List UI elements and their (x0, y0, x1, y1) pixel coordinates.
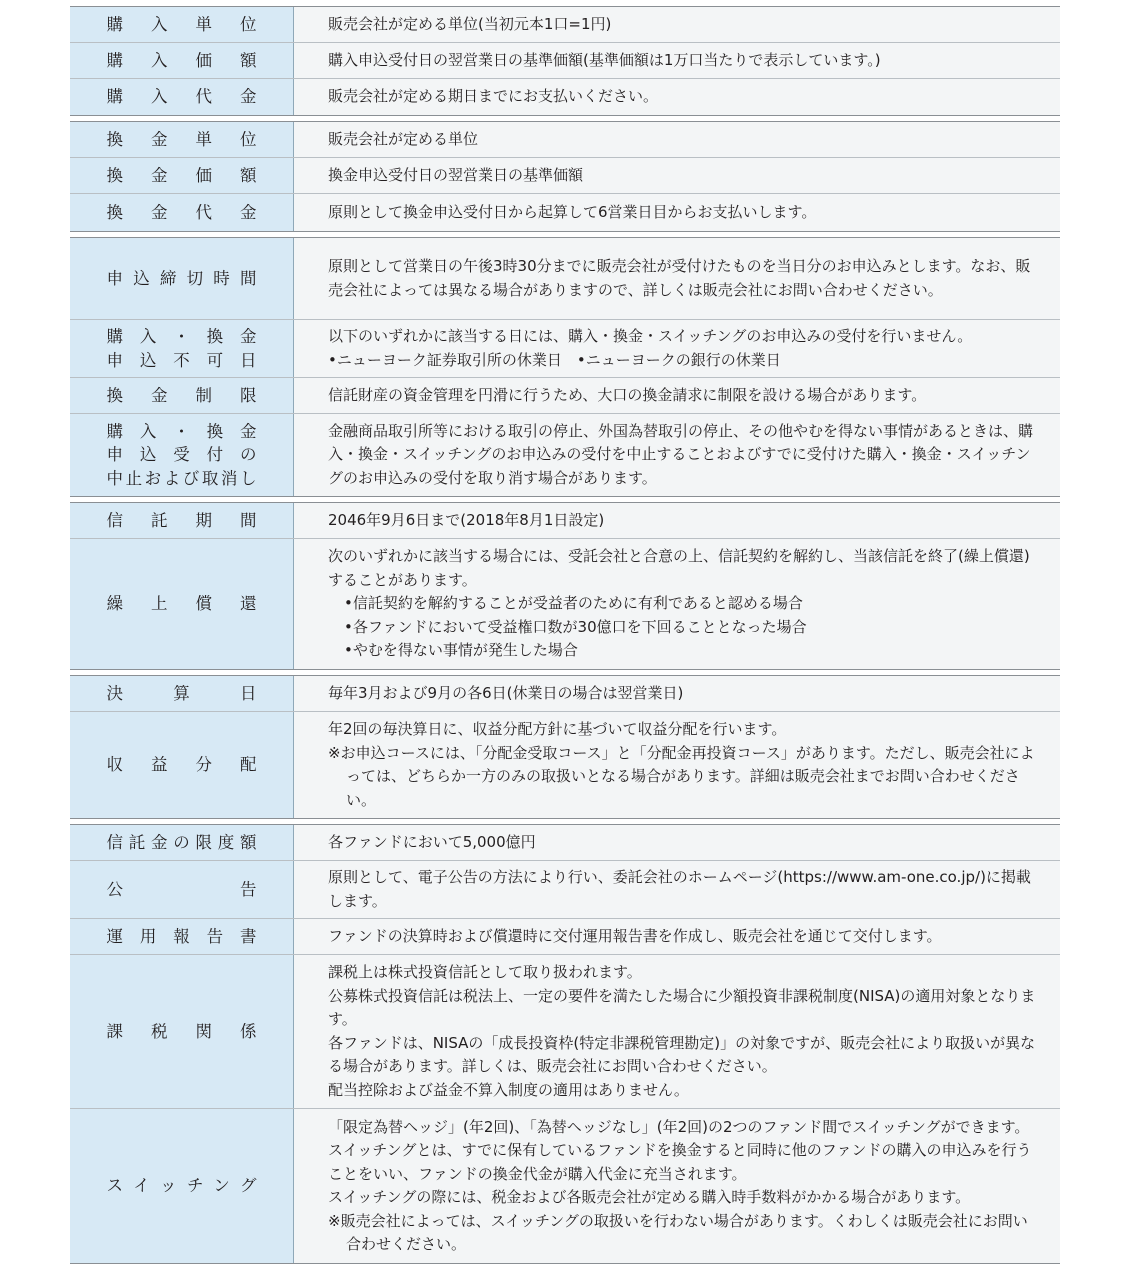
table-row (70, 1109, 1060, 1263)
row-label-line: 収益分配 (106, 755, 257, 775)
row-label (70, 158, 294, 193)
row-label (70, 79, 294, 115)
row-group (70, 675, 1060, 819)
row-label-line: 申込締切時間 (106, 268, 257, 288)
row-value (294, 122, 1060, 157)
row-label (70, 320, 294, 377)
row-label-line: 公告 (106, 879, 257, 899)
table-row (70, 955, 1060, 1109)
row-value (294, 320, 1060, 377)
row-label (70, 1109, 294, 1263)
row-label (70, 825, 294, 860)
row-value-line: 販売会社が定める期日までにお支払いください。 (328, 87, 659, 106)
row-value (294, 1109, 1060, 1263)
table-row (70, 676, 1060, 712)
row-label (70, 43, 294, 78)
row-value (294, 79, 1060, 115)
row-label (70, 676, 294, 711)
row-label (70, 955, 294, 1108)
row-label-line: 購入・換金 (106, 421, 257, 441)
row-label-line: 申込受付の (106, 445, 257, 465)
row-value (294, 825, 1060, 860)
table-row (70, 503, 1060, 539)
row-value-line: 年2回の毎決算日に、収益分配方針に基づいて収益分配を行います。 (328, 720, 787, 738)
table-row (70, 238, 1060, 320)
row-group (70, 121, 1060, 232)
row-label (70, 712, 294, 818)
table-row (70, 194, 1060, 231)
row-value-line: 公募株式投資信託は税法上、一定の要件を満たした場合に少額投資非課税制度(NISA)の適用対象となります。 (328, 986, 1036, 1028)
row-value-line: 金融商品取引所等における取引の停止、外国為替取引の停止、その他やむを得ない事情があるときは、購入・換金・スイッチングのお申込みの受付を中止することおよびすでに受付けた購入・換金・スイッチングのお申込みの受付を取り消す場合があります。 (328, 421, 1034, 487)
row-label-line: 換金単位 (106, 129, 257, 149)
row-value-line: •信託契約を解約することが受益者のために有利であると認める場合 (344, 594, 803, 613)
row-value (294, 378, 1060, 413)
row-value-line: 各ファンドにおいて5,000億円 (328, 832, 536, 851)
row-label-line: 課税関係 (106, 1021, 257, 1041)
row-value-line: 以下のいずれかに該当する日には、購入・換金・スイッチングのお申込みの受付を行いません。 (328, 327, 973, 345)
row-label (70, 503, 294, 538)
row-value-line: 信託財産の資金管理を円滑に行うため、大口の換金請求に制限を設ける場合があります。 (328, 385, 927, 404)
row-value-line: 購入申込受付日の翌営業日の基準価額(基準価額は1万口当たりで表示しています。) (328, 50, 881, 69)
row-value (294, 43, 1060, 78)
row-value (294, 955, 1060, 1108)
table-row (70, 43, 1060, 79)
row-value-line: 配当控除および益金不算入制度の適用はありません。 (328, 1080, 689, 1099)
row-label (70, 919, 294, 954)
row-value-line: 原則として営業日の午後3時30分までに販売会社が受付けたものを当日分のお申込みとします。なお、販売会社によっては異なる場合がありますので、詳しくは販売会社にお問い合わせください。 (328, 257, 1031, 299)
row-value (294, 7, 1060, 42)
row-label (70, 238, 294, 319)
row-value-line: ※お申込コースには、「分配金受取コース」と「分配金再投資コース」があります。ただし、販売会社によっては、どちらか一方のみの取扱いとなる場合があります。詳細は販売会社までお問い合わせください。 (328, 743, 1035, 809)
row-label-line: 換金代金 (106, 202, 257, 222)
row-value (294, 238, 1060, 319)
row-value-line: 原則として換金申込受付日から起算して6営業日目からお支払いします。 (328, 202, 817, 221)
row-label-line: スイッチング (106, 1176, 257, 1196)
fund-terms-table (70, 6, 1060, 1264)
row-group (70, 502, 1060, 670)
table-row (70, 7, 1060, 43)
table-row (70, 320, 1060, 378)
row-group (70, 824, 1060, 1264)
row-value (294, 712, 1060, 818)
row-value (294, 194, 1060, 231)
row-label-line: 信託金の限度額 (106, 832, 257, 852)
row-value-line: 「限定為替ヘッジ」(年2回)、「為替ヘッジなし」(年2回)の2つのファンド間でスイッチングができます。 (328, 1117, 1030, 1136)
row-label (70, 194, 294, 231)
row-value (294, 861, 1060, 918)
row-label (70, 539, 294, 669)
row-value-line: 2046年9月6日まで(2018年8月1日設定) (328, 510, 605, 529)
row-value-line: スイッチングとは、すでに保有しているファンドを換金すると同時に他のファンドの購入の申込みを行うことをいい、ファンドの換金代金が購入代金に充当されます。 (328, 1141, 1032, 1183)
row-label (70, 7, 294, 42)
row-value-line: •各ファンドにおいて受益権口数が30億口を下回ることとなった場合 (344, 617, 807, 636)
row-value-line: 毎年3月および9月の各6日(休業日の場合は翌営業日) (328, 683, 684, 702)
row-label-line: 運用報告書 (106, 926, 257, 946)
row-value-line: 換金申込受付日の翌営業日の基準価額 (328, 165, 584, 184)
row-label-line: 購入代金 (106, 87, 257, 107)
row-value-line: 原則として、電子公告の方法により行い、委託会社のホームページ(https://www.am-one.co.jp/)に掲載します。 (328, 868, 1031, 910)
row-value (294, 503, 1060, 538)
row-label-line: 購入単位 (106, 14, 257, 34)
row-label (70, 861, 294, 918)
table-row (70, 158, 1060, 194)
row-label (70, 122, 294, 157)
row-value-line: •ニューヨーク証券取引所の休業日 •ニューヨークの銀行の休業日 (328, 350, 781, 369)
row-label-line: 換金制限 (106, 385, 257, 405)
row-value (294, 158, 1060, 193)
table-row (70, 919, 1060, 955)
table-row (70, 79, 1060, 115)
table-row (70, 414, 1060, 496)
row-label-line: 申込不可日 (106, 350, 257, 370)
row-value-line: ファンドの決算時および償還時に交付運用報告書を作成し、販売会社を通じて交付します。 (328, 926, 942, 945)
row-label-line: 換金価額 (106, 165, 257, 185)
table-row (70, 539, 1060, 669)
row-value-line: 販売会社が定める単位 (328, 129, 479, 148)
row-value (294, 676, 1060, 711)
row-label-line: 購入・換金 (106, 327, 257, 346)
row-label-line: 購入価額 (106, 50, 257, 70)
table-row (70, 712, 1060, 818)
table-row (70, 861, 1060, 919)
table-row (70, 122, 1060, 158)
row-value (294, 539, 1060, 669)
row-value-line: 次のいずれかに該当する場合には、受託会社と合意の上、信託契約を解約し、当該信託を終了(繰上償還)することがあります。 (328, 547, 1030, 589)
row-value-line: •やむを得ない事情が発生した場合 (344, 641, 578, 660)
table-row (70, 378, 1060, 414)
row-group (70, 6, 1060, 116)
row-value-line: ※販売会社によっては、スイッチングの取扱いを行わない場合があります。くわしくは販売会社にお問い合わせください。 (328, 1211, 1028, 1253)
row-label-line: 繰上償還 (106, 594, 257, 614)
row-group (70, 237, 1060, 497)
row-label-line: 中止および取消し (106, 468, 257, 488)
row-label-line: 決算日 (106, 683, 257, 703)
table-row (70, 825, 1060, 861)
row-label (70, 378, 294, 413)
row-value (294, 414, 1060, 496)
row-value (294, 919, 1060, 954)
row-value-line: 販売会社が定める単位(当初元本1口=1円) (328, 14, 612, 33)
row-label (70, 414, 294, 496)
row-label-line: 信託期間 (106, 510, 257, 530)
row-value-line: 各ファンドは、NISAの「成長投資枠(特定非課税管理勘定)」の対象ですが、販売会社により取扱いが異なる場合があります。詳しくは、販売会社にお問い合わせください。 (328, 1033, 1036, 1075)
row-value-line: スイッチングの際には、税金および各販売会社が定める購入時手数料がかかる場合があります。 (328, 1188, 971, 1206)
row-value-line: 課税上は株式投資信託として取り扱われます。 (328, 963, 642, 981)
